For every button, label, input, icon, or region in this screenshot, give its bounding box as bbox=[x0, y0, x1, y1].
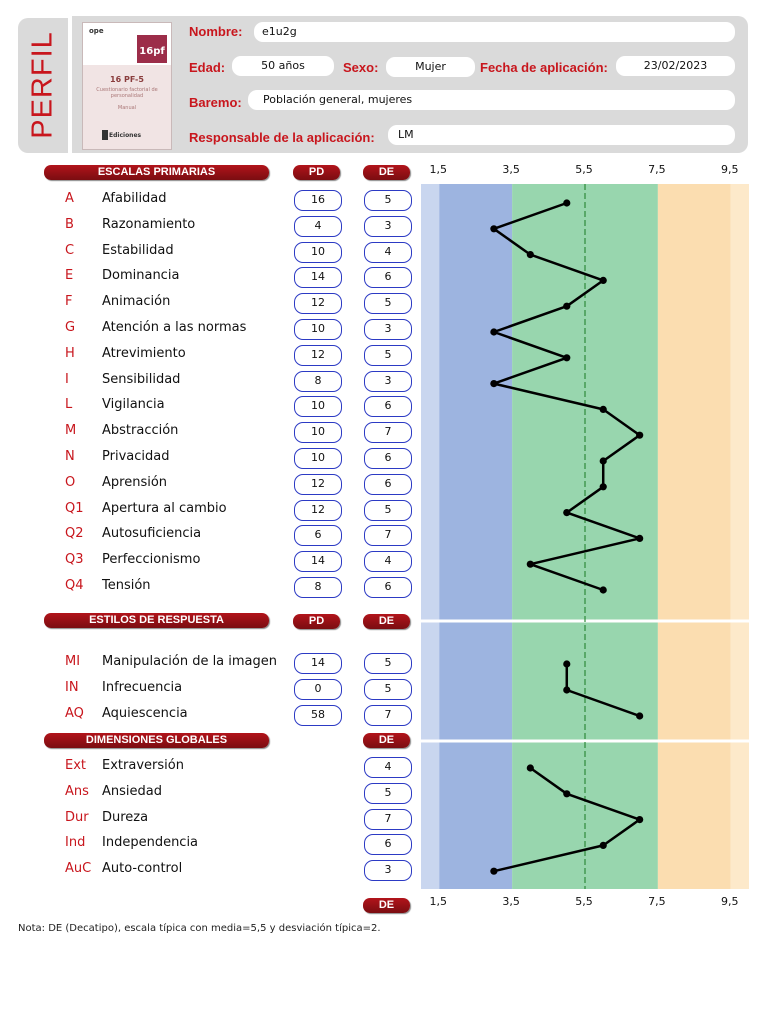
x-tick-bottom: 1,5 bbox=[429, 895, 447, 908]
pd-value-box: 12 bbox=[294, 345, 342, 366]
de-value-box: 6 bbox=[364, 448, 412, 469]
de-value-box: 5 bbox=[364, 679, 412, 700]
scale-code: C bbox=[65, 242, 75, 258]
de-header: DE bbox=[363, 733, 410, 748]
pd-header: PD bbox=[293, 614, 340, 629]
de-value-box: 5 bbox=[364, 345, 412, 366]
primary-point-q3 bbox=[527, 561, 534, 568]
de-value-box: 3 bbox=[364, 371, 412, 392]
fecha-label: Fecha de aplicación: bbox=[480, 60, 608, 75]
de-value-box: 6 bbox=[364, 577, 412, 598]
de-value-box: 7 bbox=[364, 422, 412, 443]
de-value-box: 4 bbox=[364, 242, 412, 263]
band-very-high bbox=[731, 184, 749, 889]
de-value-box: 3 bbox=[364, 216, 412, 237]
scale-code: M bbox=[65, 423, 77, 439]
pd-value-box: 4 bbox=[294, 216, 342, 237]
de-value-box: 6 bbox=[364, 267, 412, 288]
pd-value-box: 14 bbox=[294, 653, 342, 674]
pd-value-box: 58 bbox=[294, 705, 342, 726]
band-very-low bbox=[421, 184, 439, 889]
scale-code: Dur bbox=[65, 809, 89, 825]
x-tick-bottom: 3,5 bbox=[502, 895, 520, 908]
scale-name: Animación bbox=[102, 294, 171, 310]
x-tick-top: 7,5 bbox=[648, 163, 666, 176]
scale-name: Abstracción bbox=[102, 423, 179, 439]
global-point-dur bbox=[636, 816, 643, 823]
scale-code: Q4 bbox=[65, 578, 84, 593]
de-footer: DE bbox=[363, 898, 410, 913]
scale-code: L bbox=[65, 397, 73, 413]
de-value-box: 4 bbox=[364, 757, 412, 778]
responsable-field[interactable]: LM bbox=[388, 125, 735, 145]
pd-value-box: 10 bbox=[294, 319, 342, 340]
de-value-box: 6 bbox=[364, 474, 412, 495]
primary-point-a bbox=[563, 199, 570, 206]
scale-name: Manipulación de la imagen bbox=[102, 654, 278, 669]
cover-publisher: Ediciones bbox=[109, 132, 142, 139]
x-tick-top: 1,5 bbox=[429, 163, 447, 176]
scale-code: B bbox=[65, 216, 74, 232]
pd-value-box: 10 bbox=[294, 448, 342, 469]
scale-name: Aprensión bbox=[102, 474, 168, 490]
scale-code: E bbox=[65, 268, 74, 284]
x-tick-top: 5,5 bbox=[575, 163, 593, 176]
scale-name: Vigilancia bbox=[102, 397, 165, 413]
section-escalas-primarias: ESCALAS PRIMARIAS bbox=[44, 165, 269, 180]
scale-name: Sensibilidad bbox=[102, 371, 181, 387]
scale-name: Aquiescencia bbox=[102, 706, 188, 721]
edad-field[interactable]: 50 años bbox=[232, 56, 334, 76]
scale-name: Tensión bbox=[102, 578, 151, 593]
scale-name: Atención a las normas bbox=[102, 320, 247, 335]
style-point-in bbox=[563, 686, 570, 693]
baremo-field[interactable]: Población general, mujeres bbox=[248, 90, 735, 110]
primary-point-c bbox=[527, 251, 534, 258]
scale-code: Q1 bbox=[65, 500, 84, 516]
pd-header: PD bbox=[293, 165, 340, 180]
scale-code: Ind bbox=[65, 835, 86, 851]
de-header: DE bbox=[363, 614, 410, 629]
pd-value-box: 8 bbox=[294, 577, 342, 598]
section-estilos-respuesta: ESTILOS DE RESPUESTA bbox=[44, 613, 269, 628]
de-value-box: 3 bbox=[364, 860, 412, 881]
scale-code: AuC bbox=[65, 861, 92, 877]
pd-value-box: 12 bbox=[294, 500, 342, 521]
x-tick-bottom: 5,5 bbox=[575, 895, 593, 908]
nombre-label: Nombre: bbox=[189, 24, 243, 39]
cover-title: 16 PF-5 bbox=[110, 75, 144, 84]
global-point-ind bbox=[600, 842, 607, 849]
scale-code: IN bbox=[65, 680, 79, 695]
scale-name: Estabilidad bbox=[102, 242, 174, 258]
primary-point-n bbox=[600, 457, 607, 464]
publisher-logo: ope bbox=[89, 27, 104, 35]
cover-manual-label: Manual bbox=[117, 105, 137, 111]
de-value-box: 7 bbox=[364, 525, 412, 546]
pd-value-box: 10 bbox=[294, 242, 342, 263]
pd-value-box: 14 bbox=[294, 551, 342, 572]
section-dimensiones-globales: DIMENSIONES GLOBALES bbox=[44, 733, 269, 748]
style-point-aq bbox=[636, 712, 643, 719]
pd-value-box: 12 bbox=[294, 474, 342, 495]
de-value-box: 7 bbox=[364, 705, 412, 726]
global-point-auc bbox=[490, 868, 497, 875]
pd-value-box: 10 bbox=[294, 422, 342, 443]
pd-value-box: 16 bbox=[294, 190, 342, 211]
16pf-badge: 16pf bbox=[137, 35, 167, 63]
primary-point-e bbox=[600, 277, 607, 284]
sexo-label: Sexo: bbox=[343, 60, 379, 75]
de-value-box: 6 bbox=[364, 834, 412, 855]
scale-name: Auto-control bbox=[102, 861, 183, 877]
nombre-field[interactable]: e1u2g bbox=[254, 22, 735, 42]
de-value-box: 5 bbox=[364, 190, 412, 211]
primary-point-i bbox=[490, 380, 497, 387]
pd-value-box: 12 bbox=[294, 293, 342, 314]
x-tick-bottom: 9,5 bbox=[721, 895, 739, 908]
scale-code: A bbox=[65, 191, 74, 206]
primary-point-q2 bbox=[636, 535, 643, 542]
scale-name: Independencia bbox=[102, 835, 199, 851]
scale-name: Autosuficiencia bbox=[102, 526, 202, 542]
de-value-box: 5 bbox=[364, 500, 412, 521]
fecha-field[interactable]: 23/02/2023 bbox=[616, 56, 735, 76]
x-tick-top: 9,5 bbox=[721, 163, 739, 176]
scale-name: Razonamiento bbox=[102, 216, 196, 232]
scale-name: Privacidad bbox=[102, 449, 170, 464]
scale-code: Q2 bbox=[65, 526, 84, 542]
pd-value-box: 14 bbox=[294, 267, 342, 288]
scale-name: Dureza bbox=[102, 809, 149, 825]
pd-value-box: 10 bbox=[294, 396, 342, 417]
de-value-box: 3 bbox=[364, 319, 412, 340]
responsable-label: Responsable de la aplicación: bbox=[189, 130, 375, 145]
baremo-label: Baremo: bbox=[189, 95, 242, 110]
style-point-mi bbox=[563, 660, 570, 667]
x-tick-top: 3,5 bbox=[502, 163, 520, 176]
de-header: DE bbox=[363, 165, 410, 180]
pd-value-box: 8 bbox=[294, 371, 342, 392]
primary-point-g bbox=[490, 328, 497, 335]
scale-code: AQ bbox=[65, 706, 84, 721]
band-high bbox=[658, 184, 731, 889]
band-low bbox=[439, 184, 512, 889]
de-value-box: 6 bbox=[364, 396, 412, 417]
sexo-field[interactable]: Mujer bbox=[386, 57, 475, 77]
scale-code: G bbox=[65, 320, 76, 335]
x-tick-bottom: 7,5 bbox=[648, 895, 666, 908]
edad-label: Edad: bbox=[189, 60, 226, 75]
perfil-label: PERFIL bbox=[26, 31, 59, 139]
de-value-box: 5 bbox=[364, 653, 412, 674]
primary-point-q1 bbox=[563, 509, 570, 516]
footnote: Nota: DE (Decatipo), escala típica con media=5,5 y desviación típica=2. bbox=[18, 923, 381, 934]
scale-name: Atrevimiento bbox=[102, 345, 186, 361]
scale-name: Infrecuencia bbox=[102, 680, 183, 695]
scale-code: I bbox=[65, 371, 69, 387]
scale-name: Apertura al cambio bbox=[102, 500, 227, 516]
scale-code: O bbox=[65, 474, 76, 490]
primary-point-f bbox=[563, 303, 570, 310]
primary-point-o bbox=[600, 483, 607, 490]
scale-code: H bbox=[65, 345, 75, 361]
scale-name: Dominancia bbox=[102, 268, 180, 284]
cover-subtitle: Cuestionario factorial de personalidad bbox=[96, 87, 158, 99]
primary-point-q4 bbox=[600, 586, 607, 593]
primary-point-h bbox=[563, 354, 570, 361]
scale-name: Ansiedad bbox=[102, 783, 162, 799]
pd-value-box: 0 bbox=[294, 679, 342, 700]
scale-name: Extraversión bbox=[102, 758, 184, 773]
primary-point-b bbox=[490, 225, 497, 232]
pd-value-box: 6 bbox=[294, 525, 342, 546]
scale-name: Perfeccionismo bbox=[102, 552, 201, 568]
de-value-box: 5 bbox=[364, 293, 412, 314]
primary-point-m bbox=[636, 432, 643, 439]
scale-code: MI bbox=[65, 654, 81, 669]
scale-code: N bbox=[65, 449, 75, 464]
de-value-box: 4 bbox=[364, 551, 412, 572]
global-point-ext bbox=[527, 764, 534, 771]
scale-name: Afabilidad bbox=[102, 191, 167, 206]
scale-code: Ans bbox=[65, 783, 89, 799]
global-point-ans bbox=[563, 790, 570, 797]
de-value-box: 5 bbox=[364, 783, 412, 804]
primary-point-l bbox=[600, 406, 607, 413]
scale-code: Ext bbox=[65, 758, 87, 773]
de-value-box: 7 bbox=[364, 809, 412, 830]
scale-code: Q3 bbox=[65, 552, 84, 568]
scale-code: F bbox=[65, 294, 73, 310]
